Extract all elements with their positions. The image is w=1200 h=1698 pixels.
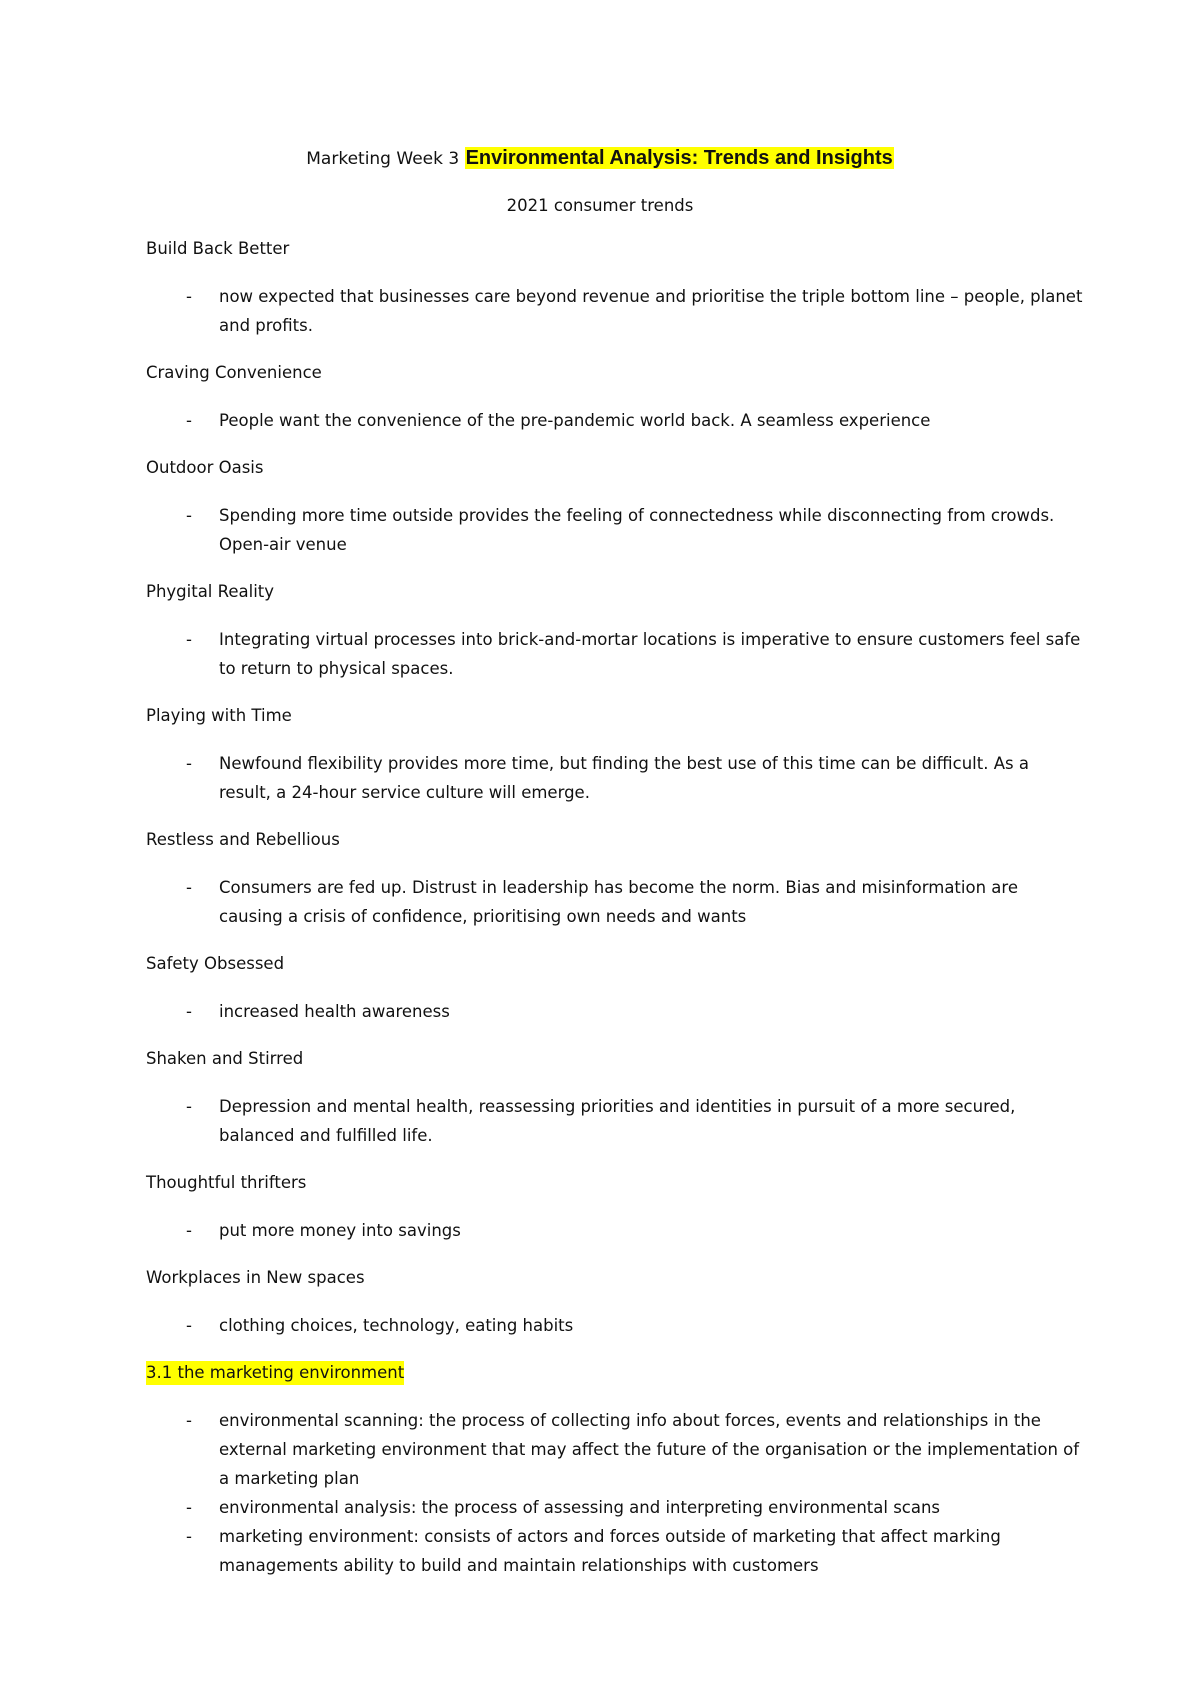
title-prefix: Marketing Week 3 (306, 149, 465, 169)
bullet-item (146, 501, 1086, 559)
bullet-dash: - (186, 1221, 192, 1240)
bullet-item (146, 1216, 1086, 1245)
bullet-list (146, 282, 1086, 340)
section-heading-text: Shaken and Stirred (146, 1049, 304, 1068)
bullet-text: now expected that businesses care beyond revenue and prioritise the triple bottom line – people, planet and profits. (219, 287, 1083, 335)
section-heading-text: Thoughtful thrifters (146, 1173, 307, 1192)
bullet-text: clothing choices, technology, eating habits (219, 1316, 574, 1335)
bullet-dash: - (186, 1097, 192, 1116)
section-heading-text: Safety Obsessed (146, 954, 285, 973)
bullet-list (146, 1216, 1086, 1245)
bullet-list (146, 749, 1086, 807)
section-heading (146, 456, 1086, 480)
bullet-text: Consumers are fed up. Distrust in leadership has become the norm. Bias and misinformation are causing a crisis of confidence, prioritising own needs and wants (219, 878, 1018, 926)
section-heading-text: Workplaces in New spaces (146, 1268, 365, 1287)
bullet-dash: - (186, 1002, 192, 1021)
bullet-dash: - (186, 1316, 192, 1335)
section-heading (146, 952, 1086, 976)
bullet-text: Integrating virtual processes into brick-and-mortar locations is imperative to ensure customers feel safe to return to physical spaces. (219, 630, 1081, 678)
section-heading (146, 828, 1086, 852)
bullet-item (146, 749, 1086, 807)
bullet-text: marketing environment: consists of actors and forces outside of marketing that affect marking managements ability to build and maintain relationships with customers (219, 1527, 1001, 1575)
bullet-list (146, 1092, 1086, 1150)
bullet-text: Depression and mental health, reassessing priorities and identities in pursuit of a more secured, balanced and fulfilled life. (219, 1097, 1016, 1145)
section-heading-text: 3.1 the marketing environment (146, 1361, 404, 1385)
bullet-dash: - (186, 630, 192, 649)
bullet-item (146, 406, 1086, 435)
bullet-dash: - (186, 287, 192, 306)
section-heading (146, 1171, 1086, 1195)
document-subtitle: 2021 consumer trends (506, 196, 694, 215)
section-heading (146, 704, 1086, 728)
section-heading (146, 580, 1086, 604)
bullet-item (146, 1311, 1086, 1340)
bullet-text: put more money into savings (219, 1221, 461, 1240)
section-heading (146, 1047, 1086, 1071)
bullet-item (146, 1406, 1086, 1493)
bullet-item (146, 1522, 1086, 1580)
bullet-text: increased health awareness (219, 1002, 450, 1021)
bullet-item (146, 1493, 1086, 1522)
bullet-text: environmental scanning: the process of collecting info about forces, events and relationships in the external marketing environment that may affect the future of the organisation or the implementation of a marketing plan (219, 1411, 1080, 1488)
bullet-dash: - (186, 1411, 192, 1430)
bullet-item (146, 873, 1086, 931)
document-body (146, 237, 1086, 1601)
bullet-text: People want the convenience of the pre-pandemic world back. A seamless experience (219, 411, 931, 430)
section-heading-text: Playing with Time (146, 706, 292, 725)
section-heading-text: Outdoor Oasis (146, 458, 264, 477)
bullet-text: Spending more time outside provides the feeling of connectedness while disconnecting from crowds. Open-air venue (219, 506, 1055, 554)
bullet-dash: - (186, 1527, 192, 1546)
section-heading-text: Phygital Reality (146, 582, 275, 601)
bullet-item (146, 625, 1086, 683)
bullet-list (146, 625, 1086, 683)
section-heading-text: Build Back Better (146, 239, 290, 258)
bullet-dash: - (186, 506, 192, 525)
bullet-dash: - (186, 878, 192, 897)
bullet-list (146, 1406, 1086, 1580)
bullet-list (146, 406, 1086, 435)
bullet-list (146, 501, 1086, 559)
bullet-list (146, 873, 1086, 931)
bullet-dash: - (186, 1498, 192, 1517)
section-heading (146, 237, 1086, 261)
bullet-text: environmental analysis: the process of assessing and interpreting environmental scans (219, 1498, 941, 1517)
bullet-item (146, 997, 1086, 1026)
section-heading (146, 361, 1086, 385)
bullet-list (146, 1311, 1086, 1340)
bullet-dash: - (186, 754, 192, 773)
document-title (0, 145, 1200, 172)
bullet-item (146, 282, 1086, 340)
section-heading-text: Craving Convenience (146, 363, 322, 382)
section-heading-text: Restless and Rebellious (146, 830, 340, 849)
bullet-text: Newfound flexibility provides more time, but finding the best use of this time can be difficult. As a result, a 24-hour service culture will emerge. (219, 754, 1029, 802)
bullet-dash: - (186, 411, 192, 430)
bullet-item (146, 1092, 1086, 1150)
title-highlight: Environmental Analysis: Trends and Insights (465, 147, 893, 169)
section-heading (146, 1361, 1086, 1385)
section-heading (146, 1266, 1086, 1290)
bullet-list (146, 997, 1086, 1026)
